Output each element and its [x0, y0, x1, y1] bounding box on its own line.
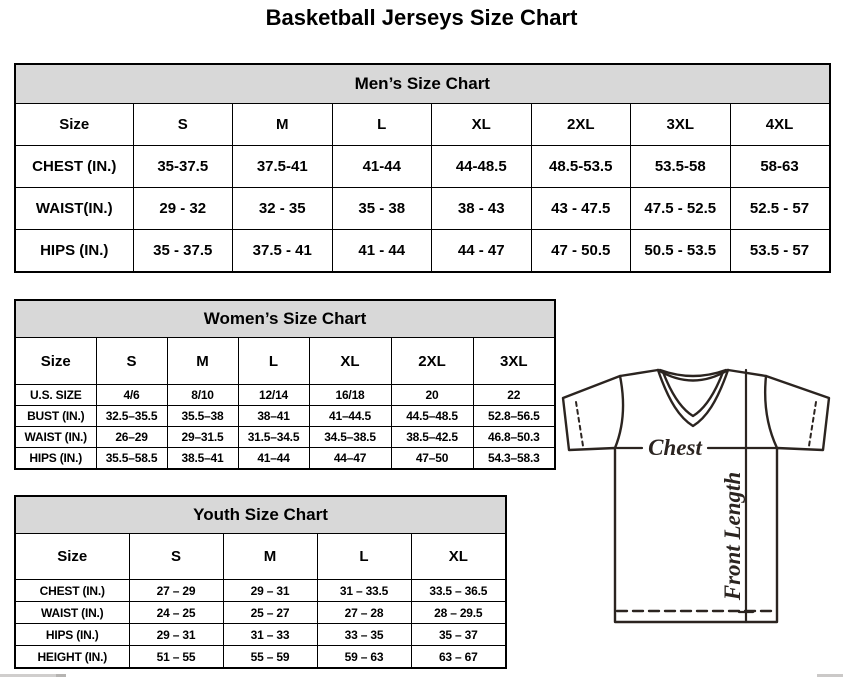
column-header-row	[15, 338, 555, 385]
size-value-cell: 31 – 33	[223, 624, 317, 646]
row-label: HIPS (IN.)	[15, 230, 133, 273]
jersey-outline-drawing	[556, 358, 840, 630]
size-value-cell: 37.5 - 41	[233, 230, 333, 273]
table-row	[15, 188, 830, 230]
column-header: XL	[432, 104, 532, 146]
size-value-cell: 29 – 31	[223, 580, 317, 602]
size-value-cell: 29 – 31	[129, 624, 223, 646]
column-header: 3XL	[631, 104, 731, 146]
size-value-cell: 41–44.5	[309, 406, 391, 427]
size-value-cell: 27 – 29	[129, 580, 223, 602]
jersey-measurement-diagram	[556, 358, 840, 630]
column-header: L	[332, 104, 432, 146]
size-value-cell: 16/18	[309, 385, 391, 406]
column-header: 2XL	[391, 338, 473, 385]
mens-size-table	[14, 63, 831, 273]
size-value-cell: 31.5–34.5	[238, 427, 309, 448]
size-value-cell: 8/10	[167, 385, 238, 406]
table-title: Youth Size Chart	[15, 496, 506, 534]
size-value-cell: 47.5 - 52.5	[631, 188, 731, 230]
size-value-cell: 12/14	[238, 385, 309, 406]
size-value-cell: 24 – 25	[129, 602, 223, 624]
size-value-cell: 44-48.5	[432, 146, 532, 188]
table-row	[15, 230, 830, 273]
column-header: 3XL	[473, 338, 555, 385]
column-header: M	[233, 104, 333, 146]
size-value-cell: 35-37.5	[133, 146, 233, 188]
size-value-cell: 35 – 37	[411, 624, 506, 646]
horizontal-scrollbar-thumb-fragment[interactable]	[56, 674, 66, 677]
jersey-body-outline	[563, 370, 829, 622]
row-label: WAIST (IN.)	[15, 427, 96, 448]
table-row	[15, 580, 506, 602]
table-row	[15, 624, 506, 646]
size-value-cell: 33.5 – 36.5	[411, 580, 506, 602]
column-header: L	[317, 534, 411, 580]
row-label: WAIST (IN.)	[15, 602, 129, 624]
table-row	[15, 427, 555, 448]
column-header: 2XL	[531, 104, 631, 146]
size-value-cell: 26–29	[96, 427, 167, 448]
size-value-cell: 35 - 37.5	[133, 230, 233, 273]
size-value-cell: 41 - 44	[332, 230, 432, 273]
size-value-cell: 28 – 29.5	[411, 602, 506, 624]
column-header: XL	[309, 338, 391, 385]
row-label: HIPS (IN.)	[15, 624, 129, 646]
size-value-cell: 4/6	[96, 385, 167, 406]
size-value-cell: 58-63	[730, 146, 830, 188]
size-value-cell: 34.5–38.5	[309, 427, 391, 448]
size-value-cell: 29–31.5	[167, 427, 238, 448]
table-row	[15, 406, 555, 427]
table-row	[15, 146, 830, 188]
column-header: L	[238, 338, 309, 385]
table-title-row	[15, 64, 830, 104]
size-value-cell: 38–41	[238, 406, 309, 427]
column-header: Size	[15, 534, 129, 580]
column-header-row	[15, 104, 830, 146]
size-value-cell: 48.5-53.5	[531, 146, 631, 188]
column-header: S	[133, 104, 233, 146]
size-value-cell: 29 - 32	[133, 188, 233, 230]
table-row	[15, 646, 506, 669]
size-value-cell: 22	[473, 385, 555, 406]
size-value-cell: 46.8–50.3	[473, 427, 555, 448]
table-row	[15, 385, 555, 406]
size-value-cell: 52.8–56.5	[473, 406, 555, 427]
table-row	[15, 602, 506, 624]
size-value-cell: 20	[391, 385, 473, 406]
size-value-cell: 44–47	[309, 448, 391, 470]
horizontal-scrollbar-fragment-right[interactable]	[817, 674, 843, 677]
size-value-cell: 54.3–58.3	[473, 448, 555, 470]
column-header: S	[96, 338, 167, 385]
row-label: CHEST (IN.)	[15, 580, 129, 602]
size-value-cell: 47 - 50.5	[531, 230, 631, 273]
size-value-cell: 25 – 27	[223, 602, 317, 624]
size-value-cell: 44 - 47	[432, 230, 532, 273]
size-value-cell: 41–44	[238, 448, 309, 470]
size-value-cell: 53.5 - 57	[730, 230, 830, 273]
size-value-cell: 51 – 55	[129, 646, 223, 669]
table-title-row	[15, 496, 506, 534]
column-header-row	[15, 534, 506, 580]
youth-size-table	[14, 495, 507, 669]
row-label: BUST (IN.)	[15, 406, 96, 427]
size-value-cell: 37.5-41	[233, 146, 333, 188]
size-value-cell: 31 – 33.5	[317, 580, 411, 602]
size-value-cell: 32.5–35.5	[96, 406, 167, 427]
size-value-cell: 44.5–48.5	[391, 406, 473, 427]
size-value-cell: 35.5–58.5	[96, 448, 167, 470]
column-header: M	[223, 534, 317, 580]
row-label: HEIGHT (IN.)	[15, 646, 129, 669]
row-label: HIPS (IN.)	[15, 448, 96, 470]
size-value-cell: 32 - 35	[233, 188, 333, 230]
column-header: Size	[15, 104, 133, 146]
size-value-cell: 33 – 35	[317, 624, 411, 646]
size-value-cell: 53.5-58	[631, 146, 731, 188]
row-label: CHEST (IN.)	[15, 146, 133, 188]
size-value-cell: 41-44	[332, 146, 432, 188]
size-value-cell: 38.5–41	[167, 448, 238, 470]
horizontal-scrollbar-fragment-left[interactable]	[0, 674, 56, 677]
chest-label: Chest	[648, 435, 702, 460]
size-value-cell: 35.5–38	[167, 406, 238, 427]
size-value-cell: 43 - 47.5	[531, 188, 631, 230]
column-header: Size	[15, 338, 96, 385]
column-header: S	[129, 534, 223, 580]
row-label: WAIST(IN.)	[15, 188, 133, 230]
size-value-cell: 59 – 63	[317, 646, 411, 669]
table-title-row	[15, 300, 555, 338]
size-value-cell: 38.5–42.5	[391, 427, 473, 448]
womens-size-table	[14, 299, 556, 470]
row-label: U.S. SIZE	[15, 385, 96, 406]
column-header: XL	[411, 534, 506, 580]
size-value-cell: 47–50	[391, 448, 473, 470]
size-value-cell: 38 - 43	[432, 188, 532, 230]
size-value-cell: 63 – 67	[411, 646, 506, 669]
table-row	[15, 448, 555, 470]
size-value-cell: 50.5 - 53.5	[631, 230, 731, 273]
size-value-cell: 27 – 28	[317, 602, 411, 624]
size-value-cell: 35 - 38	[332, 188, 432, 230]
table-title: Women’s Size Chart	[15, 300, 555, 338]
size-value-cell: 55 – 59	[223, 646, 317, 669]
size-value-cell: 52.5 - 57	[730, 188, 830, 230]
page-title: Basketball Jerseys Size Chart	[265, 5, 578, 30]
front-length-label: Front Length	[720, 471, 745, 601]
column-header: M	[167, 338, 238, 385]
table-title: Men’s Size Chart	[15, 64, 830, 104]
column-header: 4XL	[730, 104, 830, 146]
